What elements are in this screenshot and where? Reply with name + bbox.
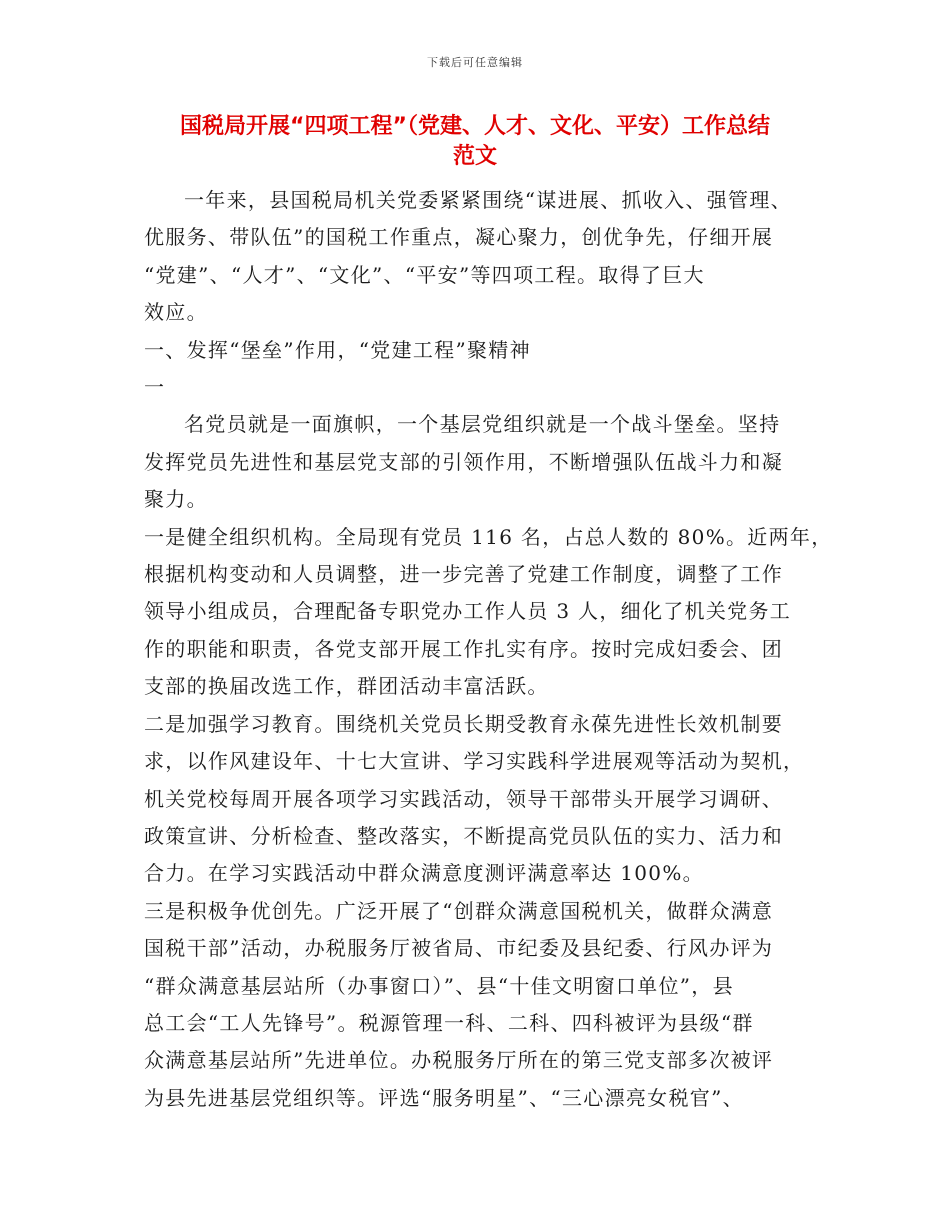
document-body bbox=[144, 182, 833, 1117]
title-line-2: 范文 bbox=[452, 144, 497, 169]
section-heading: 一、发挥“堡垒”作用，“党建工程”聚精神 bbox=[144, 337, 531, 362]
header-note: 下载后可任意编辑 bbox=[427, 56, 523, 69]
body-line: 机关党校每周开展各项学习实践活动，领导干部带头开展学习调研、 bbox=[144, 786, 783, 811]
body-line: 一年来，县国税局机关党委紧紧围绕“谋进展、抓收入、强管理、 bbox=[184, 188, 792, 212]
body-line: 效应。 bbox=[144, 300, 208, 325]
body-line: 总工会“工人先锋号”。税源管理一科、二科、四科被评为县级“群 bbox=[144, 1010, 754, 1035]
body-line: “群众满意基层站所（办事窗口）”、县“十佳文明窗口单位”，县 bbox=[144, 973, 734, 998]
body-line: 国税干部”活动，办税服务厅被省局、市纪委及县纪委、行风办评为 bbox=[144, 936, 774, 961]
body-line: 根据机构变动和人员调整，进一步完善了党建工作制度，调整了工作 bbox=[144, 562, 783, 587]
body-line: 求，以作风建设年、十七大宣讲、学习实践科学进展观等活动为契机， bbox=[144, 749, 805, 774]
body-line: 优服务、带队伍”的国税工作重点，凝心聚力，创优争先，仔细开展 bbox=[144, 225, 774, 250]
body-line: 支部的换届改选工作，群团活动丰富活跃。 bbox=[144, 674, 549, 699]
body-line: 众满意基层站所”先进单位。办税服务厅所在的第三党支部多次被评 bbox=[144, 1048, 774, 1073]
body-line: 三是积极争优创先。广泛开展了“创群众满意国税机关，做群众满意 bbox=[144, 898, 774, 923]
body-line: “党建”、“人才”、“文化”、“平安”等四项工程。取得了巨大 bbox=[144, 262, 705, 287]
body-line: 聚力。 bbox=[144, 487, 208, 512]
body-line: 作的职能和职责，各党支部开展工作扎实有序。按时完成妇委会、团 bbox=[144, 636, 783, 661]
body-line: 名党员就是一面旗帜，一个基层党组织就是一个战斗堡垒。坚持 bbox=[184, 412, 781, 437]
title-line-1: 国税局开展“四项工程”（党建、人才、文化、平安）工作总结 bbox=[180, 114, 770, 139]
body-line: 一是健全组织机构。全局现有党员 116 名，占总人数的 80%。近两年， bbox=[144, 524, 833, 549]
body-line: 二是加强学习教育。围绕机关党员长期受教育永葆先进性长效机制要 bbox=[144, 711, 783, 736]
body-line: 发挥党员先进性和基层党支部的引领作用，不断增强队伍战斗力和凝 bbox=[144, 449, 783, 474]
body-line: 政策宣讲、分析检查、整改落实，不断提高党员队伍的实力、活力和 bbox=[144, 823, 783, 848]
body-line: 为县先进基层党组织等。评选“服务明星”、“三心漂亮女税官”、 bbox=[144, 1085, 744, 1110]
body-line: 领导小组成员，合理配备专职党办工作人员 3 人，细化了机关党务工 bbox=[144, 599, 792, 624]
body-line: 合力。在学习实践活动中群众满意度测评满意率达 100%。 bbox=[144, 861, 704, 886]
body-line: 一 bbox=[144, 375, 166, 400]
document-title bbox=[130, 112, 820, 172]
